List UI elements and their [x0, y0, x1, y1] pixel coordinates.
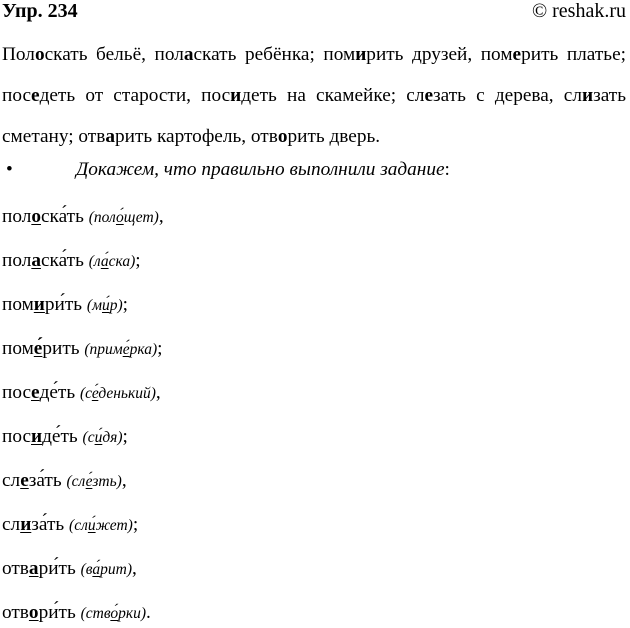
word-prefix: пос [2, 382, 31, 403]
hint-vowel: а́ [92, 561, 101, 578]
hint-suffix: щет) [123, 209, 159, 226]
bullet-icon: • [6, 159, 13, 180]
punctuation: . [146, 602, 151, 623]
word-suffix: ри́ть [44, 294, 83, 315]
hint-prefix: (с [79, 385, 92, 402]
highlighted-vowel: и [581, 85, 594, 106]
hint-vowel: е́ [85, 473, 93, 490]
hint-prefix: (м [86, 297, 102, 314]
word-row [2, 423, 128, 451]
text-segment: рить платье; пос [2, 44, 626, 106]
punctuation: , [155, 382, 161, 403]
word-suffix: за́ть [31, 514, 65, 535]
proof-heading-text: Докажем, что правильно выполнили задание [76, 159, 445, 180]
word-row [2, 599, 151, 627]
highlighted-vowel: е [512, 44, 522, 65]
word-vowel: е [20, 470, 29, 491]
word-vowel: о [31, 206, 41, 227]
hint-prefix: (с [82, 429, 95, 446]
word-prefix: отв [2, 602, 29, 623]
hint-vowel: о́ [110, 605, 119, 622]
text-segment: деть на скамейке; сл [241, 85, 425, 106]
word-prefix: пол [2, 250, 32, 271]
word-row [2, 555, 137, 583]
highlighted-vowel: и [355, 44, 367, 65]
highlighted-vowel: а [105, 126, 115, 147]
proof-heading [76, 156, 450, 184]
exercise-text [2, 34, 626, 157]
word-vowel: и [20, 514, 32, 535]
word-suffix: ри́ть [38, 602, 76, 623]
hint-vowel: и́ [94, 429, 103, 446]
source-label: © reshak.ru [531, 0, 626, 22]
word-suffix: ри́ть [38, 558, 76, 579]
word-row [2, 291, 128, 319]
hint-vowel: о́ [115, 209, 124, 226]
word-vowel: и [31, 426, 43, 447]
word-suffix: за́ть [28, 470, 62, 491]
word-prefix: пом [2, 294, 34, 315]
word-prefix: отв [2, 558, 29, 579]
hint-vowel: и́ [87, 517, 96, 534]
proof-heading-colon: : [444, 159, 450, 180]
highlighted-vowel: и [230, 85, 242, 106]
hint-vowel: е́ [122, 341, 130, 358]
word-row [2, 511, 138, 539]
hint-suffix: р) [109, 297, 123, 314]
hint-prefix: (сл [69, 517, 88, 534]
word-prefix: пос [2, 426, 31, 447]
hint-prefix: (сл [66, 473, 86, 490]
text-segment: рить картофель, отв [114, 126, 278, 147]
highlighted-vowel: е [31, 85, 40, 106]
hint-suffix: зть) [92, 473, 122, 490]
highlighted-vowel: о [277, 126, 288, 147]
hint-vowel: а́ [100, 253, 109, 270]
text-segment: деть от старости, пос [39, 85, 231, 106]
word-row [2, 467, 127, 495]
punctuation: , [121, 470, 127, 491]
punctuation: ; [132, 514, 139, 535]
word-suffix: де́ть [42, 426, 78, 447]
hint-suffix: ска) [108, 253, 136, 270]
text-segment: рить друзей, пом [366, 44, 513, 65]
word-vowel: е [31, 382, 40, 403]
word-row [2, 335, 162, 363]
word-suffix: ска́ть [40, 250, 84, 271]
hint-prefix: (прим [84, 341, 123, 358]
hint-prefix: (л [88, 253, 101, 270]
text-segment: Пол [2, 44, 35, 65]
exercise-title: Упр. 234 [2, 0, 78, 22]
hint-suffix: денький) [98, 385, 156, 402]
word-row [2, 247, 141, 275]
punctuation: ; [122, 426, 128, 447]
word-vowel: а [28, 558, 39, 579]
text-segment: зать сметану; отв [2, 85, 626, 147]
hint-suffix: дя) [102, 429, 123, 446]
hint-suffix: рки) [118, 605, 147, 622]
word-vowel: о [28, 602, 39, 623]
word-suffix: ска́ть [40, 206, 84, 227]
word-prefix: пол [2, 206, 32, 227]
word-vowel: и [33, 294, 45, 315]
word-vowel: е́ [33, 338, 43, 359]
hint-suffix: рка) [129, 341, 158, 358]
hint-vowel: и́ [101, 297, 110, 314]
highlighted-vowel: е [424, 85, 434, 106]
word-prefix: пом [2, 338, 34, 359]
punctuation: ; [157, 338, 163, 359]
hint-prefix: (ств [80, 605, 111, 622]
punctuation: , [158, 206, 164, 227]
text-segment: скать ребёнка; пом [193, 44, 356, 65]
word-suffix: де́ть [39, 382, 76, 403]
punctuation: , [131, 558, 137, 579]
text-segment: зать с дерева, сл [433, 85, 582, 106]
text-segment: скать бельё, пол [44, 44, 184, 65]
word-row [2, 379, 161, 407]
highlighted-vowel: о [34, 44, 45, 65]
hint-prefix: (пол [88, 209, 116, 226]
hint-suffix: рит) [100, 561, 132, 578]
hint-vowel: е́ [91, 385, 99, 402]
hint-suffix: жет) [95, 517, 133, 534]
highlighted-vowel: а [183, 44, 194, 65]
word-prefix: сл [2, 514, 21, 535]
word-vowel: а [31, 250, 41, 271]
punctuation: ; [135, 250, 141, 271]
page-header [2, 0, 626, 24]
hint-prefix: (в [80, 561, 93, 578]
text-segment: рить дверь. [287, 126, 381, 147]
word-row [2, 203, 164, 231]
word-prefix: сл [2, 470, 21, 491]
punctuation: ; [122, 294, 129, 315]
word-suffix: рить [42, 338, 80, 359]
